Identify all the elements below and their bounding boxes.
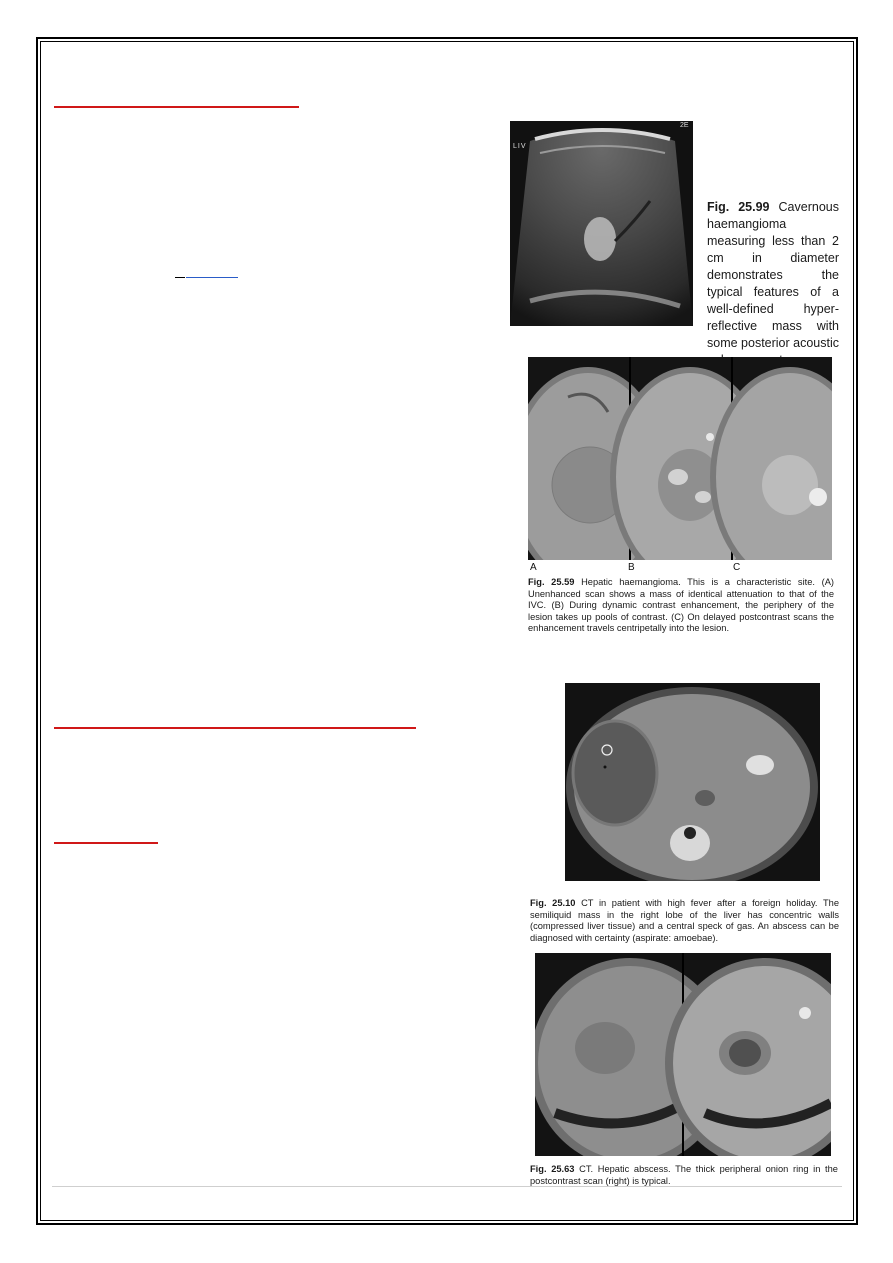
caption-text: Hepatic haemangioma. This is a characteristic site. (A) Unenhanced scan shows a mass of identical attenuation to that of the IVC. (B) During dynamic contrast enhancement, the periphery of the lesion takes up pools of contrast. (C) On delayed postcontrast scans the enhancement travels centripetally into the lesion. xyxy=(528,577,834,634)
caption-label: Fig. 25.59 xyxy=(528,577,575,587)
caption-fig-25-10 xyxy=(530,898,839,944)
caption-fig-25-59 xyxy=(528,577,834,635)
caption-fig-25-99 xyxy=(707,199,839,369)
caption-text: CT in patient with high fever after a foreign holiday. The semiliquid mass in the right lobe of the liver has concentric walls (compressed liver tissue) and a central speck of gas. An abscess can be diagnosed with certainty (aspirate: amoebae). xyxy=(530,898,839,943)
caption-text: Cavernous haemangioma measuring less than 2 cm in diameter demonstrates the typical features of a well-defined hyper-reflective mass with some posterior acoustic xyxy=(707,200,840,350)
heading-rule-abscess xyxy=(54,727,416,729)
link-prefix-tick xyxy=(175,277,185,278)
panel-label-b: B xyxy=(628,562,635,573)
ultrasound-overlay-left: LIV xyxy=(513,143,527,150)
hyperlink-underline[interactable] xyxy=(186,277,238,278)
footer-rule xyxy=(52,1186,842,1187)
subheading-rule xyxy=(54,842,158,844)
caption-fig-25-63 xyxy=(530,1164,838,1187)
panel-label-c: C xyxy=(733,562,741,573)
ct-panel-labels xyxy=(528,562,833,574)
caption-label: Fig. 25.99 xyxy=(707,200,770,214)
panel-label-a: A xyxy=(530,562,537,573)
caption-text: CT. Hepatic abscess. The thick peripheral onion ring in the postcontrast scan (right) is typical. xyxy=(530,1164,838,1186)
caption-label: Fig. 25.10 xyxy=(530,898,576,908)
ct-pair-fig-25-63 xyxy=(535,953,831,1156)
ct-image-fig-25-10 xyxy=(565,683,820,881)
ultrasound-image-fig-25-99 xyxy=(510,121,693,326)
caption-label: Fig. 25.63 xyxy=(530,1164,575,1174)
heading-rule-haemangioma xyxy=(54,106,299,108)
ultrasound-overlay-right: 2E xyxy=(680,122,689,129)
ct-triptych-fig-25-59 xyxy=(528,357,832,560)
